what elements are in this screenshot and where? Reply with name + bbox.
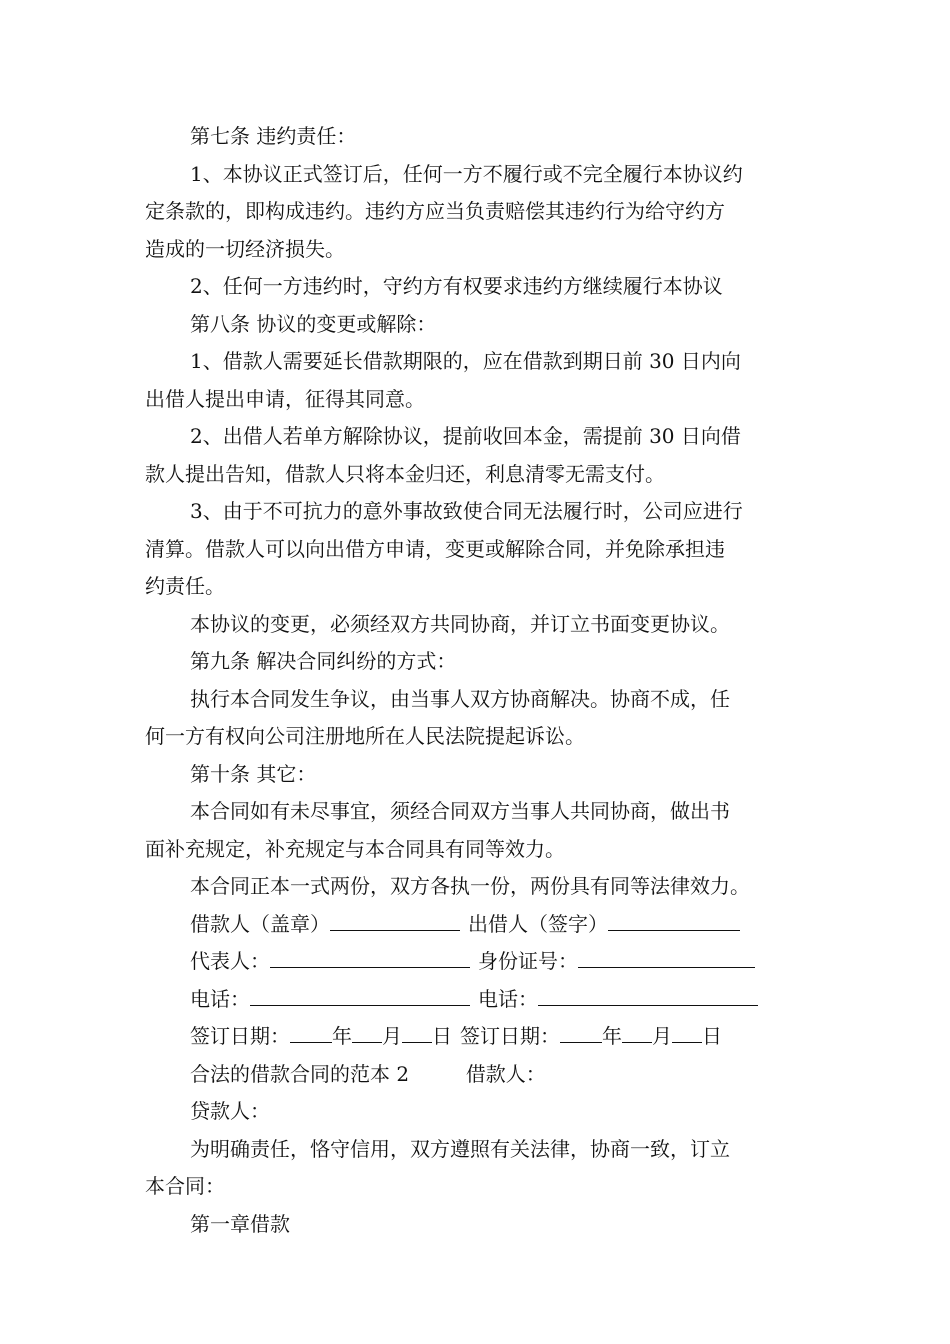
year-blank-right[interactable]: [560, 1020, 602, 1043]
day-label-right: 日: [702, 1024, 722, 1048]
paragraph-line: 本合同正本一式两份，双方各执一份，两份具有同等法律效力。: [190, 874, 750, 898]
paragraph-line: 执行本合同发生争议，由当事人双方协商解决。协商不成，任: [190, 686, 730, 711]
phone-right-blank[interactable]: [538, 983, 758, 1006]
representative-blank[interactable]: [270, 945, 470, 968]
signature-row-phone: [145, 981, 810, 1019]
paragraph-line: 本合同：: [145, 1174, 225, 1198]
article-7-heading: 第七条 违约责任：: [190, 124, 357, 148]
article-10-heading: 第十条 其它：: [190, 761, 317, 786]
id-number-label: 身份证号：: [478, 949, 578, 973]
paragraph-line: 出借人提出申请，征得其同意。: [145, 386, 425, 411]
id-number-blank[interactable]: [578, 945, 755, 968]
signature-row-rep: [145, 943, 810, 981]
signature-row-seal: [145, 906, 810, 944]
year-blank-left[interactable]: [290, 1020, 332, 1043]
month-blank-left[interactable]: [352, 1020, 382, 1043]
day-blank-left[interactable]: [402, 1020, 432, 1043]
month-label-right: 月: [652, 1024, 672, 1048]
lender-sign-label: 出借人（签字）: [468, 911, 608, 936]
paragraph-line: 本协议的变更，必须经双方共同协商，并订立书面变更协议。: [190, 611, 730, 636]
paragraph-line: 面补充规定，补充规定与本合同具有同等效力。: [145, 836, 565, 861]
paragraph-line: 造成的一切经济损失。: [145, 236, 345, 261]
borrower-seal-label: 借款人（盖章）: [190, 911, 330, 936]
paragraph-line: 本合同如有未尽事宜，须经合同双方当事人共同协商，做出书: [190, 799, 730, 823]
lender-sign-blank[interactable]: [608, 908, 740, 931]
day-blank-right[interactable]: [672, 1020, 702, 1043]
day-label: 日: [432, 1024, 452, 1048]
borrower-seal-blank[interactable]: [330, 908, 460, 931]
paragraph-line: 1、本协议正式签订后，任何一方不履行或不完全履行本协议约: [190, 161, 743, 186]
year-label-right: 年: [602, 1024, 622, 1048]
paragraph-line: 定条款的，即构成违约。违约方应当负责赔偿其违约行为给守约方: [145, 199, 725, 223]
paragraph-line: 何一方有权向公司注册地所在人民法院提起诉讼。: [145, 724, 585, 748]
paragraph-line: 清算。借款人可以向出借方申请，变更或解除合同，并免除承担违: [145, 536, 725, 561]
article-8-heading: 第八条 协议的变更或解除：: [190, 311, 437, 336]
paragraph-line: 2、任何一方违约时，守约方有权要求违约方继续履行本协议: [190, 274, 723, 298]
month-blank-right[interactable]: [622, 1020, 652, 1043]
phone-left-label: 电话：: [190, 986, 250, 1011]
paragraph-line: 款人提出告知，借款人只将本金归还，利息清零无需支付。: [145, 461, 665, 486]
month-label: 月: [382, 1024, 402, 1048]
representative-label: 代表人：: [190, 949, 270, 973]
second-contract-title: 合法的借款合同的范本 2: [190, 1061, 410, 1086]
sign-date-label-right: 签订日期：: [460, 1024, 560, 1048]
phone-left-blank[interactable]: [250, 983, 470, 1006]
lender-label: 贷款人：: [190, 1099, 270, 1123]
paragraph-line: 为明确责任，恪守信用，双方遵照有关法律，协商一致，订立: [190, 1136, 730, 1161]
paragraph-line: 1、借款人需要延长借款期限的，应在借款到期日前 30 日内向: [190, 349, 741, 373]
paragraph-line: 约责任。: [145, 574, 225, 598]
second-contract-heading-row: [145, 1056, 810, 1094]
borrower-label: 借款人：: [465, 1061, 546, 1086]
paragraph-line: 3、由于不可抗力的意外事故致使合同无法履行时，公司应进行: [190, 499, 743, 523]
chapter-1-heading: 第一章借款: [190, 1211, 290, 1236]
article-9-heading: 第九条 解决合同纠纷的方式：: [190, 649, 457, 673]
sign-date-label: 签订日期：: [190, 1024, 290, 1048]
paragraph-line: 2、出借人若单方解除协议，提前收回本金，需提前 30 日向借: [190, 424, 741, 448]
signature-row-date: [145, 1018, 810, 1056]
phone-right-label: 电话：: [478, 986, 538, 1011]
year-label: 年: [332, 1024, 352, 1048]
